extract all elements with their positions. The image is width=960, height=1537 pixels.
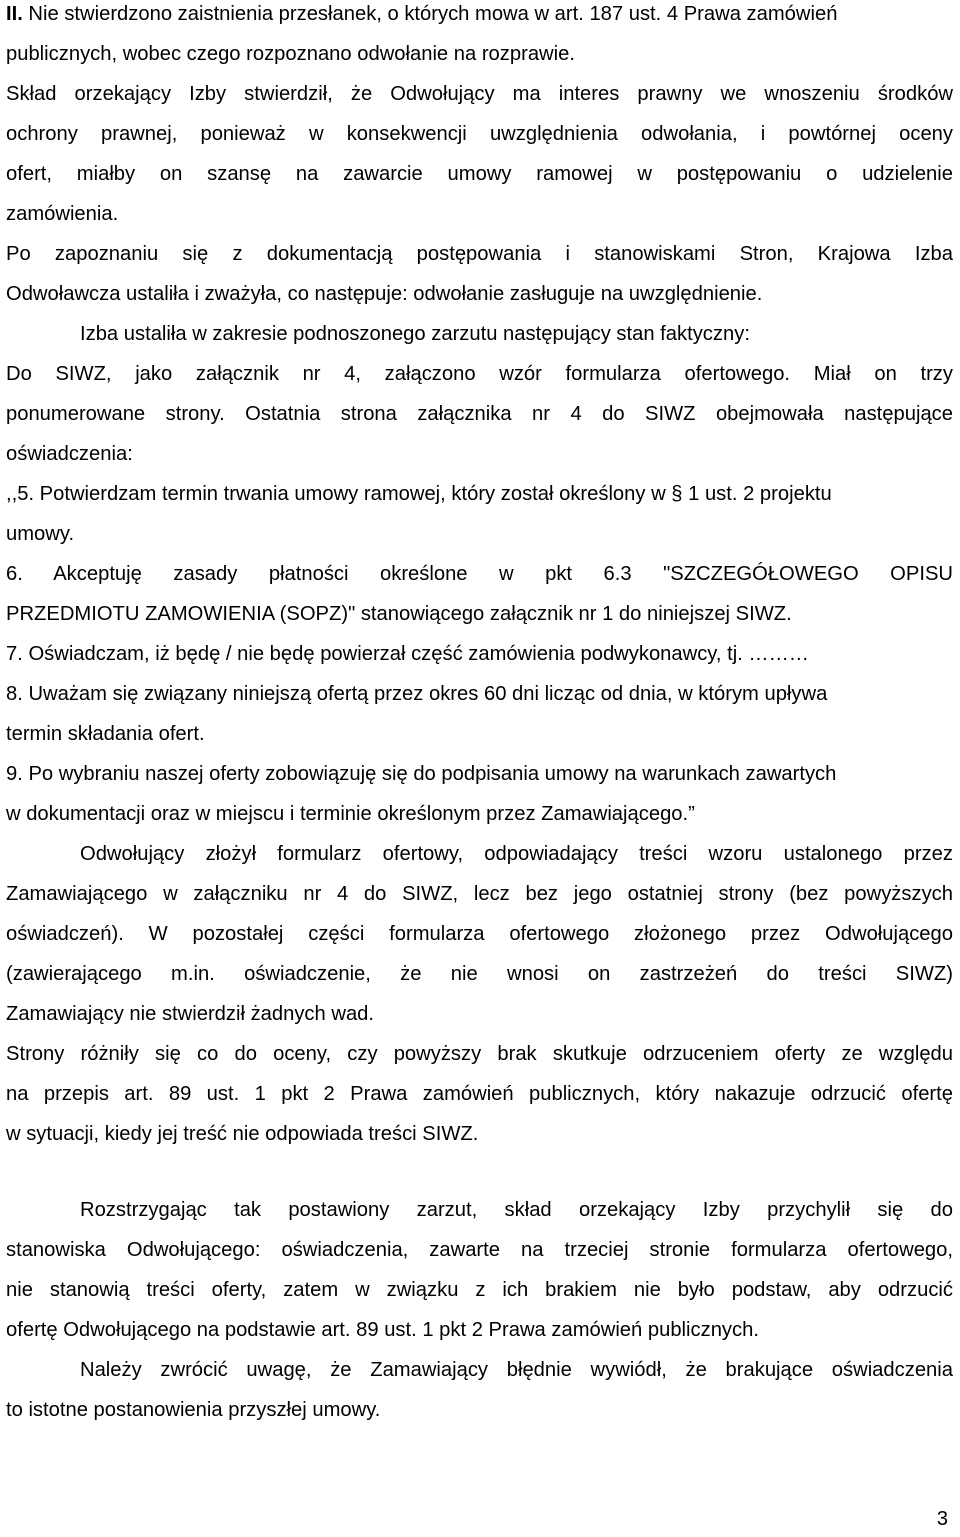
text-line: zamówienia.: [6, 203, 119, 225]
text-line: w dokumentacji oraz w miejscu i terminie określonym przez Zamawiającego.”: [6, 803, 695, 825]
text-line: II. Nie stwierdzono zaistnienia przesłanek, o których mowa w art. 187 ust. 4 Prawa zamówień: [6, 3, 838, 25]
text-line: 6. Akceptuję zasady płatności określone w pkt 6.3 "SZCZEGÓŁOWEGO OPISU: [6, 563, 953, 585]
text-line: Izba ustaliła w zakresie podnoszonego zarzutu następujący stan faktyczny:: [80, 323, 750, 345]
text-line: Zamawiający nie stwierdził żadnych wad.: [6, 1003, 375, 1025]
text-line: Strony różniły się co do oceny, czy powyższy brak skutkuje odrzuceniem oferty ze względu: [6, 1043, 953, 1065]
text-line: termin składania ofert.: [6, 723, 205, 745]
text-line: na przepis art. 89 ust. 1 pkt 2 Prawa zamówień publicznych, który nakazuje odrzucić ofertę: [6, 1083, 953, 1105]
text-line: to istotne postanowienia przyszłej umowy.: [6, 1399, 381, 1421]
text-line: stanowiska Odwołującego: oświadczenia, zawarte na trzeciej stronie formularza ofertowego,: [6, 1239, 953, 1261]
section-number: II.: [6, 3, 23, 25]
text-line: Po zapoznaniu się z dokumentacją postępowania i stanowiskami Stron, Krajowa Izba: [6, 243, 953, 265]
text-line: oświadczeń). W pozostałej części formularza ofertowego złożonego przez Odwołującego: [6, 923, 953, 945]
text-line: ,,5. Potwierdzam termin trwania umowy ramowej, który został określony w § 1 ust. 2 projektu: [6, 483, 832, 505]
text-line: Do SIWZ, jako załącznik nr 4, załączono wzór formularza ofertowego. Miał on trzy: [6, 363, 953, 385]
text-line: 7. Oświadczam, iż będę / nie będę powierzał część zamówienia podwykonawcy, tj. ………: [6, 643, 809, 665]
text-line: Skład orzekający Izby stwierdził, że Odwołujący ma interes prawny we wnoszeniu środków: [6, 83, 953, 105]
text-line: Odwoławcza ustaliła i zważyła, co następuje: odwołanie zasługuje na uwzględnienie.: [6, 283, 763, 305]
text-line: nie stanowią treści oferty, zatem w związku z ich brakiem nie było podstaw, aby odrzucić: [6, 1279, 953, 1301]
text-line: Zamawiającego w załączniku nr 4 do SIWZ, lecz bez jego ostatniej strony (bez powyższych: [6, 883, 953, 905]
text-line: ofertę Odwołującego na podstawie art. 89 ust. 1 pkt 2 Prawa zamówień publicznych.: [6, 1319, 759, 1341]
text-line: umowy.: [6, 523, 75, 545]
text-line: 9. Po wybraniu naszej oferty zobowiązuję się do podpisania umowy na warunkach zawartych: [6, 763, 837, 785]
page-number: 3: [936, 1508, 948, 1530]
text-line: ochrony prawnej, ponieważ w konsekwencji uwzględnienia odwołania, i powtórnej oceny: [6, 123, 953, 145]
text-line: ponumerowane strony. Ostatnia strona załącznika nr 4 do SIWZ obejmowała następujące: [6, 403, 953, 425]
text-line: (zawierającego m.in. oświadczenie, że nie wnosi on zastrzeżeń do treści SIWZ): [6, 963, 953, 985]
text-line: publicznych, wobec czego rozpoznano odwołanie na rozprawie.: [6, 43, 575, 65]
text-line: oświadczenia:: [6, 443, 133, 465]
text-line: Należy zwrócić uwagę, że Zamawiający błędnie wywiódł, że brakujące oświadczenia: [80, 1359, 953, 1381]
text-line: ofert, miałby on szansę na zawarcie umowy ramowej w postępowaniu o udzielenie: [6, 163, 953, 185]
text-line: Odwołujący złożył formularz ofertowy, odpowiadający treści wzoru ustalonego przez: [80, 843, 953, 865]
text-line: PRZEDMIOTU ZAMOWIENIA (SOPZ)" stanowiącego załącznik nr 1 do niniejszej SIWZ.: [6, 603, 792, 625]
text-line: w sytuacji, kiedy jej treść nie odpowiada treści SIWZ.: [6, 1123, 479, 1145]
text-line: 8. Uważam się związany niniejszą ofertą przez okres 60 dni licząc od dnia, w którym upływa: [6, 683, 828, 705]
text-line: Rozstrzygając tak postawiony zarzut, skład orzekający Izby przychylił się do: [80, 1199, 953, 1221]
